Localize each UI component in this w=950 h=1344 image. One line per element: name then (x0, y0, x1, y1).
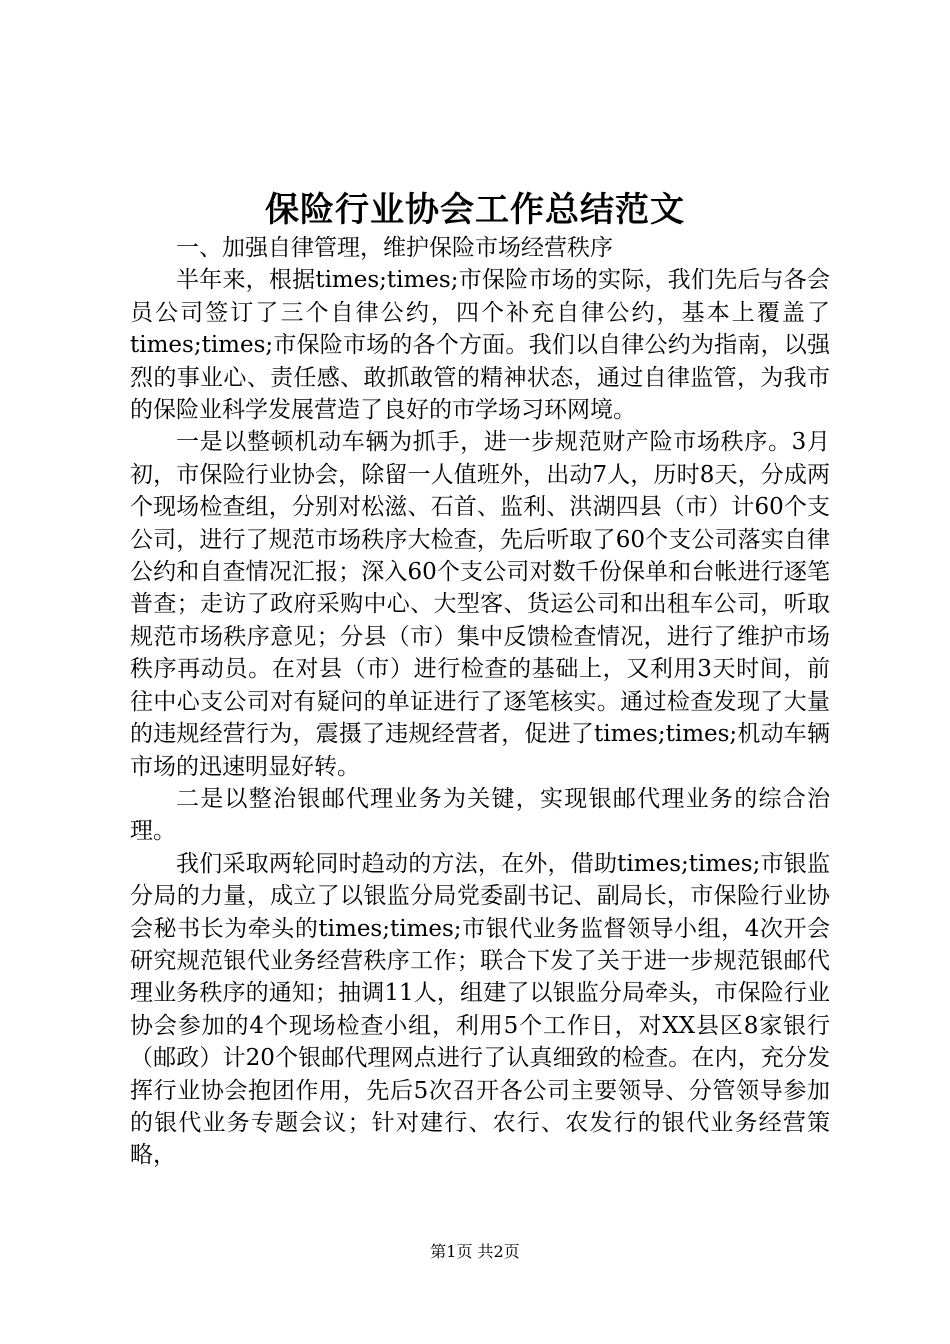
paragraph-2: 一是以整顿机动车辆为抓手，进一步规范财产险市场秩序。3月初，市保险行业协会，除留一人值班外，出动7人，历时8天，分成两个现场检查组，分别对松滋、石首、监利、洪湖四县（市）计60个支公司，进行了规范市场秩序大检查，先后听取了60个支公司落实自律公约和自查情况汇报；深入60个支公司对数千份保单和台帐进行逐笔普查；走访了政府采购中心、大型客、货运公司和出租车公司，听取规范市场秩序意见；分县（市）集中反馈检查情况，进行了维护市场秩序再动员。在对县（市）进行检查的基础上，又利用3天时间，前往中心支公司对有疑问的单证进行了逐笔核实。通过检查发现了大量的违规经营行为，震摄了违规经营者，促进了times;times;机动车辆市场的迅速明显好转。 (130, 429, 830, 780)
page-footer: 第1页 共2页 (430, 1242, 520, 1261)
paragraph-1: 半年来，根据times;times;市保险市场的实际，我们先后与各会员公司签订了三个自律公约，四个补充自律公约，基本上覆盖了times;times;市保险市场的各个方面。我们以自律公约为指南，以强烈的事业心、责任感、敢抓敢管的精神状态，通过自律监管，为我市的保险业科学发展营造了良好的市学场习环网境。 (130, 267, 830, 424)
paragraph-4: 我们采取两轮同时趋动的方法，在外，借助times;times;市银监分局的力量，成立了以银监分局党委副书记、副局长，市保险行业协会秘书长为牵头的times;times;市银代业务监督领导小组，4次开会研究规范银代业务经营秩序工作；联合下发了关于进一步规范银邮代理业务秩序的通知；抽调11人，组建了以银监分局牵头，市保险行业协会参加的4个现场检查小组，利用5个工作日，对XX县区8家银行（邮政）计20个银邮代理网点进行了认真细致的检查。在内，充分发挥行业协会抱团作用，先后5次召开各公司主要领导、分管领导参加的银代业务专题会议；针对建行、农行、农发行的银代业务经营策略， (130, 850, 830, 1169)
section-heading: 一、加强自律管理，维护保险市场经营秩序 (176, 235, 613, 261)
document-title: 保险行业协会工作总结范文 (265, 190, 685, 230)
paragraph-3: 二是以整治银邮代理业务为关键，实现银邮代理业务的综合治理。 (130, 785, 830, 845)
document-body (130, 232, 830, 1172)
